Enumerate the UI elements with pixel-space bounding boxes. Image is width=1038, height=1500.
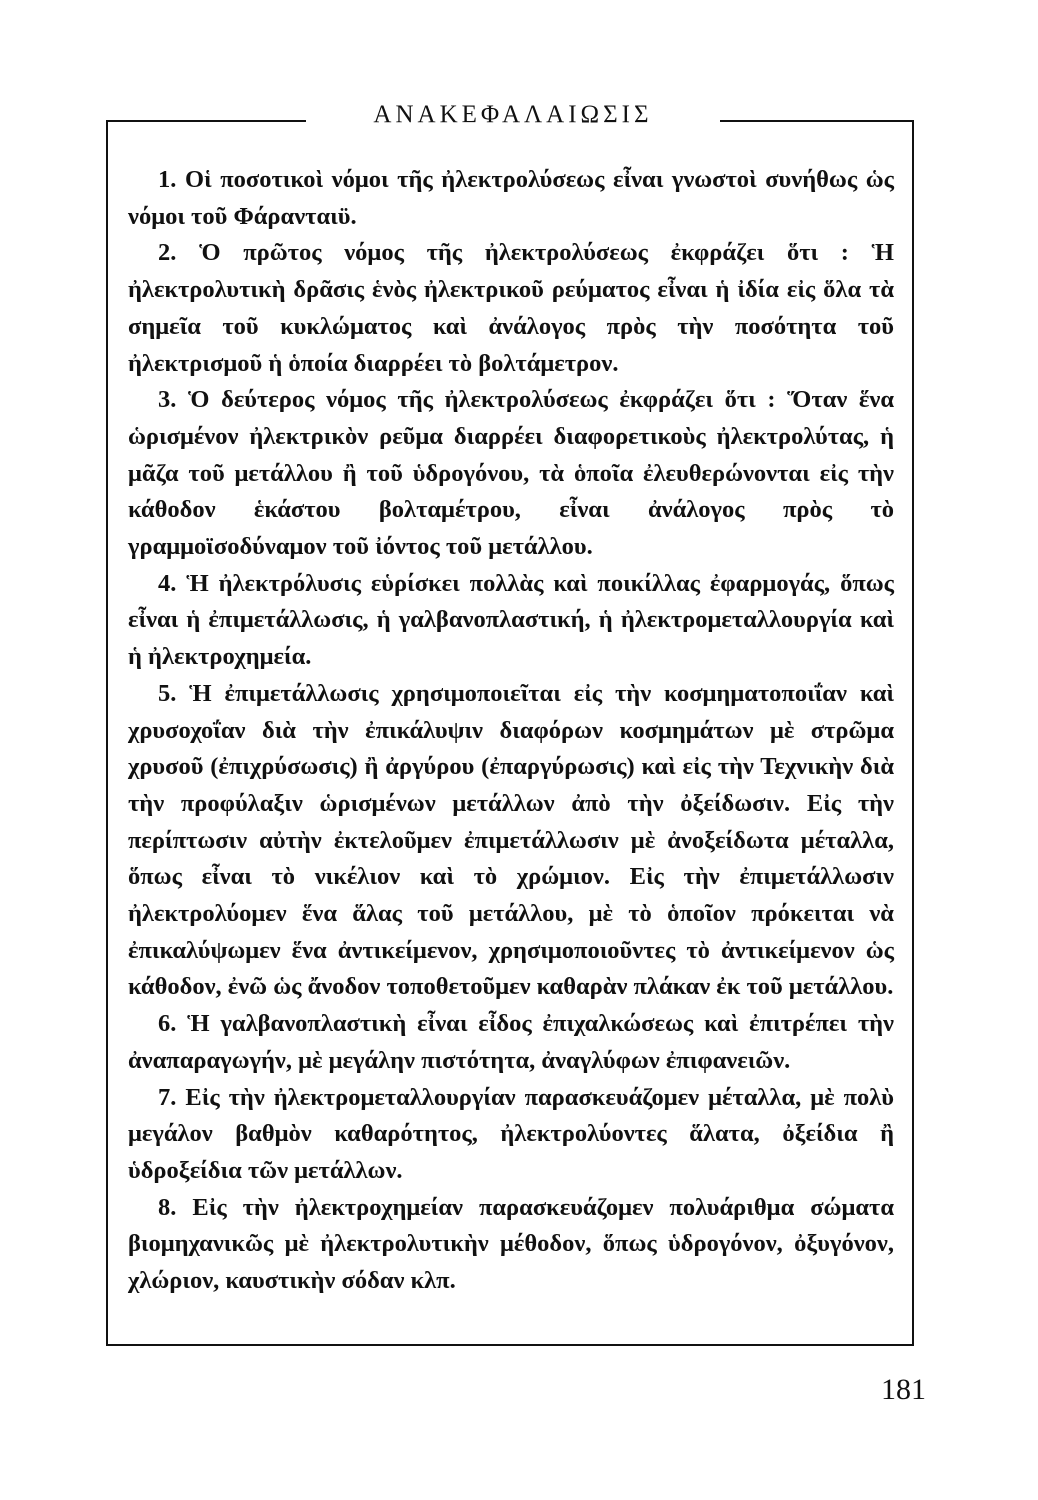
page-number: 181 <box>881 1373 926 1406</box>
item-text: Ἡ γαλβανοπλαστικὴ εἶναι εἶδος ἐπιχαλκώσεως καὶ ἐπιτρέπει τὴν ἀναπαραγωγήν, μὲ μεγάλην πιστότητα, ἀναγλύφων ἐπιφανειῶν. <box>128 1010 894 1074</box>
summary-item-2 <box>128 235 894 382</box>
item-number: 5. <box>158 679 177 707</box>
summary-item-6 <box>128 1006 894 1079</box>
summary-item-7 <box>128 1080 894 1190</box>
summary-item-8 <box>128 1190 894 1300</box>
summary-item-1 <box>128 162 894 235</box>
item-text: Ἡ ἠλεκτρόλυσις εὑρίσκει πολλὰς καὶ ποικίλλας ἐφαρμογάς, ὅπως εἶναι ἡ ἐπιμετάλλωσις, ἡ γαλβανοπλαστική, ἡ ἠλεκτρομεταλλουργία καὶ ἡ ἠλεκτροχημεία. <box>128 569 894 671</box>
item-number: 4. <box>158 569 177 597</box>
item-text: Ὁ πρῶτος νόμος τῆς ἠλεκτρολύσεως ἐκφράζει ὅτι : Ἡ ἠλεκτρολυτικὴ δρᾶσις ἑνὸς ἠλεκτρικοῦ ρεύματος εἶναι ἡ ἰδία εἰς ὅλα τὰ σημεῖα τοῦ κυκλώματος καὶ ἀνάλογος πρὸς τὴν ποσότητα τοῦ ἠλεκτρισμοῦ ἡ ὁποία διαρρέει τὸ βολτάμετρον. <box>128 239 894 377</box>
summary-item-4 <box>128 566 894 676</box>
summary-item-5 <box>128 676 894 1006</box>
item-text: Εἰς τὴν ἠλεκτροχημείαν παρασκευάζομεν πολυάριθμα σώματα βιομηχανικῶς μὲ ἠλεκτρολυτικὴν μέθοδον, ὅπως ὑδρογόνον, ὀξυγόνον, χλώριον, καυστικὴν σόδαν κλπ. <box>128 1193 894 1295</box>
summary-item-3 <box>128 382 894 566</box>
summary-content <box>128 162 894 1300</box>
item-text: Εἰς τὴν ἠλεκτρομεταλλουργίαν παρασκευάζομεν μέταλλα, μὲ πολὺ μεγάλον βαθμὸν καθαρότητος, ἠλεκτρολύοντες ἅλατα, ὀξείδια ἢ ὑδροξείδια τῶν μετάλλων. <box>128 1083 895 1184</box>
item-number: 8. <box>158 1193 177 1221</box>
item-number: 6. <box>158 1010 177 1038</box>
item-number: 3. <box>158 386 177 414</box>
item-number: 7. <box>158 1083 177 1111</box>
item-number: 2. <box>158 239 177 267</box>
item-text: Ἡ ἐπιμετάλλωσις χρησιμοποιεῖται εἰς τὴν κοσμηματοποιΐαν καὶ χρυσοχοΐαν διὰ τὴν ἐπικάλυψιν διαφόρων κοσμημάτων μὲ στρῶμα χρυσοῦ (ἐπιχρύσωσις) ἢ ἀργύρου (ἐπαργύρωσις) καὶ εἰς τὴν Τεχνικὴν διὰ τὴν προφύλαξιν ὡρισμένων μετάλλων ἀπὸ τὴν ὀξείδωσιν. Εἰς τὴν περίπτωσιν αὐτὴν ἐκτελοῦμεν ἐπιμετάλλωσιν μὲ ἀνοξείδωτα μέταλλα, ὅπως εἶναι τὸ νικέλιον καὶ τὸ χρώμιον. Εἰς τὴν ἐπιμετάλλωσιν ἠλεκτρολύομεν ἕνα ἅλας τοῦ μετάλλου, μὲ τὸ ὁποῖον πρόκειται νὰ ἐπικαλύψωμεν ἕνα ἀντικείμενον, χρησιμοποιοῦντες τὸ ἀντικείμενον ὡς κάθοδον, ἐνῶ ὡς ἄνοδον τοποθετοῦμεν καθαρὰν πλάκαν ἐκ τοῦ μετάλλου. <box>128 679 894 1001</box>
summary-heading: ΑΝΑΚΕΦΑΛΑΙΩΣΙΣ <box>373 101 653 128</box>
item-text: Οἱ ποσοτικοὶ νόμοι τῆς ἠλεκτρολύσεως εἶναι γνωστοὶ συνήθως ὡς νόμοι τοῦ Φάρανταιϋ. <box>128 166 894 230</box>
item-number: 1. <box>158 166 177 193</box>
item-text: Ὁ δεύτερος νόμος τῆς ἠλεκτρολύσεως ἐκφράζει ὅτι : Ὅταν ἕνα ὡρισμένον ἠλεκτρικὸν ρεῦμα διαρρέει διαφορετικοὺς ἠλεκτρολύτας, ἡ μᾶζα τοῦ μετάλλου ἢ τοῦ ὑδρογόνου, τὰ ὁποῖα ἐλευθερώνονται εἰς τὴν κάθοδον ἑκάστου βολταμέτρου, εἶναι ἀνάλογος πρὸς τὸ γραμμοϊσοδύναμον τοῦ ἰόντος τοῦ μετάλλου. <box>128 386 894 561</box>
